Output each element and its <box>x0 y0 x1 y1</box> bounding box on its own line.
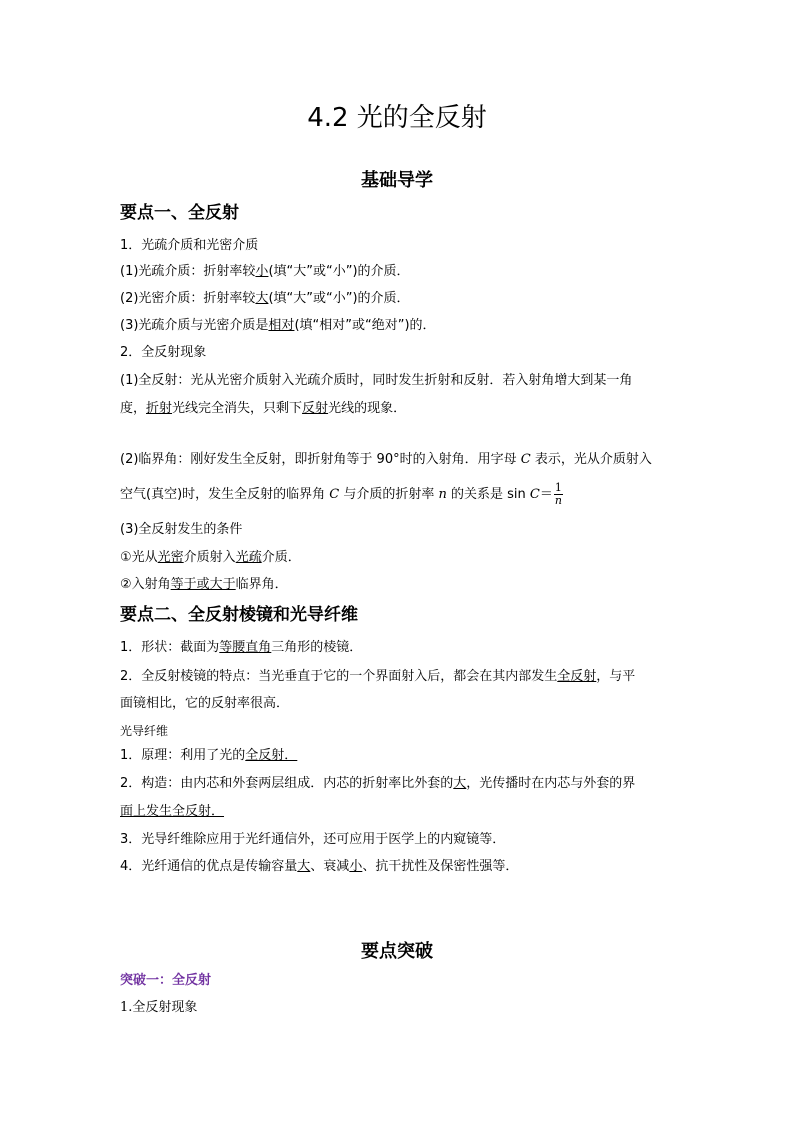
answer-underlined: 折射 <box>146 401 173 416</box>
text: 、衰减 <box>310 859 350 874</box>
paragraph <box>120 482 563 507</box>
text: 三角形的棱镜． <box>271 640 363 655</box>
answer-underlined: 小 <box>255 264 269 279</box>
paragraph <box>120 316 436 336</box>
paragraph <box>120 802 224 822</box>
paragraph <box>120 638 362 658</box>
text: 1．形状：截面为 <box>120 640 220 655</box>
paragraph <box>120 575 288 595</box>
text: (1)光疏介质：折射率较 <box>120 264 256 279</box>
paragraph: 1.全反射现象 <box>120 1000 198 1015</box>
text: 空气(真空)时，发生全反射的临界角 <box>120 487 330 502</box>
paragraph: 1．光疏介质和光密介质 <box>120 238 259 253</box>
text: ②入射角 <box>120 577 171 592</box>
text: (3)光疏介质与光密介质是 <box>120 318 269 333</box>
answer-underlined: 等于或大于 <box>170 577 236 592</box>
text: 介质射入 <box>183 550 236 565</box>
paragraph <box>120 774 635 794</box>
text: 2．构造：由内芯和外套两层组成．内芯的折射率比外套的 <box>120 776 454 791</box>
paragraph <box>120 746 297 766</box>
text: 临界角． <box>235 577 288 592</box>
math-symbol: C <box>520 452 531 467</box>
paragraph <box>120 450 652 470</box>
paragraph <box>120 399 406 419</box>
paragraph: 面镜相比，它的反射率很高． <box>120 696 290 711</box>
text: 与介质的折射率 <box>339 487 439 502</box>
answer-underlined: 全反射． <box>245 748 298 763</box>
text: 、抗干扰性及保密性强等． <box>362 859 519 874</box>
answer-underlined: 小 <box>349 859 363 874</box>
text: 光线的现象． <box>328 401 407 416</box>
answer-underlined: 相对 <box>268 318 295 333</box>
heading-point-one: 要点一、全反射 <box>120 203 239 223</box>
answer-underlined: 大 <box>453 776 467 791</box>
paragraph <box>120 289 410 309</box>
text: (2)临界角：刚好发生全反射，即折射角等于 90°时的入射角．用字母 <box>120 452 521 467</box>
answer-underlined: 全反射 <box>557 669 597 684</box>
math-symbol: C <box>329 487 340 502</box>
text: ，与平 <box>596 669 636 684</box>
text: 4．光纤通信的优点是传输容量 <box>120 859 298 874</box>
text: (填“大”或“小”)的介质． <box>268 264 410 279</box>
answer-underlined: 大 <box>297 859 311 874</box>
text: 2．全反射棱镜的特点：当光垂直于它的一个界面射入后，都会在其内部发生 <box>120 669 558 684</box>
answer-underlined: 等腰直角 <box>219 640 272 655</box>
paragraph <box>120 857 518 877</box>
paragraph: 3．光导纤维除应用于光纤通信外，还可应用于医学上的内窥镜等． <box>120 832 506 847</box>
section-heading-basics: 基础导学 <box>361 170 433 191</box>
answer-underlined: 光疏 <box>235 550 262 565</box>
page-title: 4.2 光的全反射 <box>307 103 487 133</box>
text: (2)光密介质：折射率较 <box>120 291 256 306</box>
text: 的关系是 sin <box>446 487 530 502</box>
text: 光线完全消失，只剩下 <box>172 401 303 416</box>
paragraph: (1)全反射：光从光密介质射入光疏介质时，同时发生折射和反射．若入射角增大到某一角 <box>120 373 633 388</box>
math-symbol: n <box>438 487 447 502</box>
text: 表示，光从介质射入 <box>530 452 652 467</box>
fraction <box>554 482 563 507</box>
paragraph <box>120 262 410 282</box>
paragraph <box>120 667 635 687</box>
text: (填“相对”或“绝对”)的． <box>294 318 436 333</box>
answer-underlined: 光密 <box>157 550 184 565</box>
fraction-numerator: 1 <box>554 481 562 494</box>
text: 度， <box>120 401 147 416</box>
section-heading-breakthrough: 要点突破 <box>361 941 433 962</box>
breakthrough-heading: 突破一：全反射 <box>120 973 212 988</box>
text: ①光从 <box>120 550 158 565</box>
fraction-denominator: n <box>554 494 562 507</box>
answer-underlined: 面上发生全反射． <box>120 804 225 819</box>
paragraph: (3)全反射发生的条件 <box>120 522 243 537</box>
text: ＝ <box>539 487 553 502</box>
text: 1．原理：利用了光的 <box>120 748 246 763</box>
subheading-fiber: 光导纤维 <box>120 724 169 738</box>
text: 介质． <box>261 550 301 565</box>
text: ，光传播时在内芯与外套的界 <box>466 776 636 791</box>
text: (填“大”或“小”)的介质． <box>268 291 410 306</box>
answer-underlined: 大 <box>255 291 269 306</box>
heading-point-two: 要点二、全反射棱镜和光导纤维 <box>120 605 358 625</box>
paragraph <box>120 548 301 568</box>
math-symbol: C <box>529 487 540 502</box>
paragraph: 2．全反射现象 <box>120 345 207 360</box>
answer-underlined: 反射 <box>302 401 329 416</box>
